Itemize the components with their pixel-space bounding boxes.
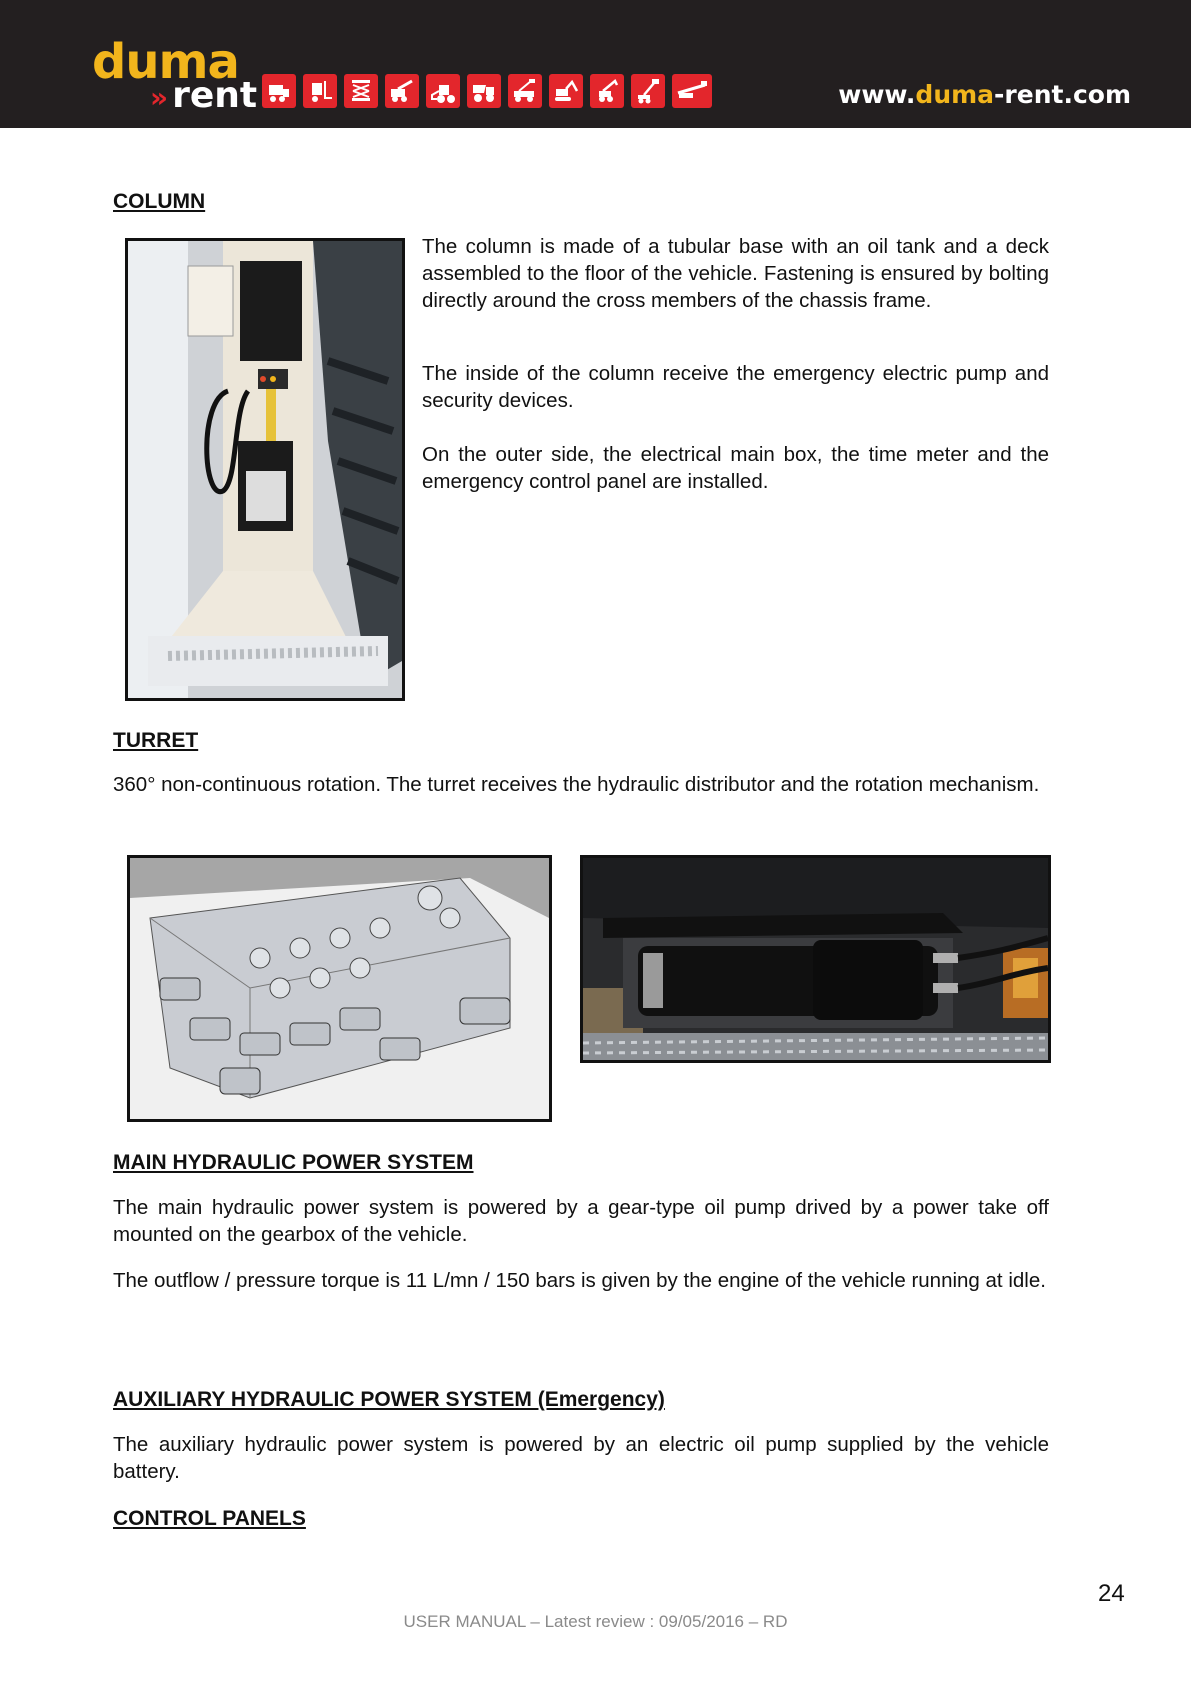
logo-duma-text: duma: [92, 34, 239, 90]
main-hydraulic-paragraph-1: The main hydraulic power system is powered by a gear-type oil pump drived by a power take off mounted on the gearbox of the vehicle.: [113, 1196, 1049, 1246]
telehandler-icon: [385, 74, 419, 108]
wheel-loader-icon: [426, 74, 460, 108]
column-photo: [125, 238, 405, 701]
site-highlight: duma: [915, 80, 995, 109]
rotation-photo-image: [583, 858, 1048, 1060]
turret-paragraph: 360° non-continuous rotation. The turret receives the hydraulic distributor and the rotation mechanism.: [113, 773, 1040, 796]
site-prefix: www.: [838, 80, 916, 109]
logo-rent-word: rent: [172, 75, 258, 116]
control-panels-heading: CONTROL PANELS: [113, 1507, 306, 1530]
column-paragraph-2: The inside of the column receive the emergency electric pump and security devices.: [422, 362, 1049, 412]
distributor-drawing-image: [130, 858, 549, 1119]
main-hydraulic-paragraph-2: The outflow / pressure torque is 11 L/mn / 150 bars is given by the engine of the vehicle running at idle.: [113, 1269, 1046, 1292]
hydraulic-distributor-drawing: [127, 855, 552, 1122]
column-photo-image: [128, 241, 402, 698]
scissor-lift-icon: [344, 74, 378, 108]
truck-lift-icon: [508, 74, 542, 108]
page-number: 24: [1098, 1580, 1125, 1607]
rotation-mechanism-photo: [580, 855, 1051, 1063]
excavator-icon: [549, 74, 583, 108]
logo-rent-text: [150, 76, 257, 118]
column-heading: COLUMN: [113, 190, 206, 213]
website-url: [838, 80, 1131, 109]
aerial-platform-icon: [672, 74, 712, 108]
forklift-icon: [303, 74, 337, 108]
column-paragraph-1: The column is made of a tubular base with an oil tank and a deck assembled to the floor of the vehicle. Fastening is ensured by bolting directly around the cross members of the chassis frame.: [422, 235, 1049, 312]
page-footer: USER MANUAL – Latest review : 09/05/2016 – RD: [403, 1612, 788, 1631]
dumper-icon: [467, 74, 501, 108]
logo-chevron: »: [150, 81, 169, 114]
skid-steer-icon: [262, 74, 296, 108]
aux-hydraulic-paragraph: The auxiliary hydraulic power system is powered by an electric oil pump supplied by the vehicle battery.: [113, 1433, 1049, 1483]
column-paragraph-3: On the outer side, the electrical main box, the time meter and the emergency control panel are installed.: [422, 443, 1049, 493]
crane-icon: [590, 74, 624, 108]
aux-hydraulic-heading: AUXILIARY HYDRAULIC POWER SYSTEM (Emergency): [113, 1388, 665, 1411]
main-hydraulic-heading: MAIN HYDRAULIC POWER SYSTEM: [113, 1151, 474, 1174]
site-suffix: -rent.com: [994, 80, 1131, 109]
turret-heading: TURRET: [113, 729, 199, 752]
boom-lift-icon: [631, 74, 665, 108]
page-header: [0, 0, 1191, 128]
